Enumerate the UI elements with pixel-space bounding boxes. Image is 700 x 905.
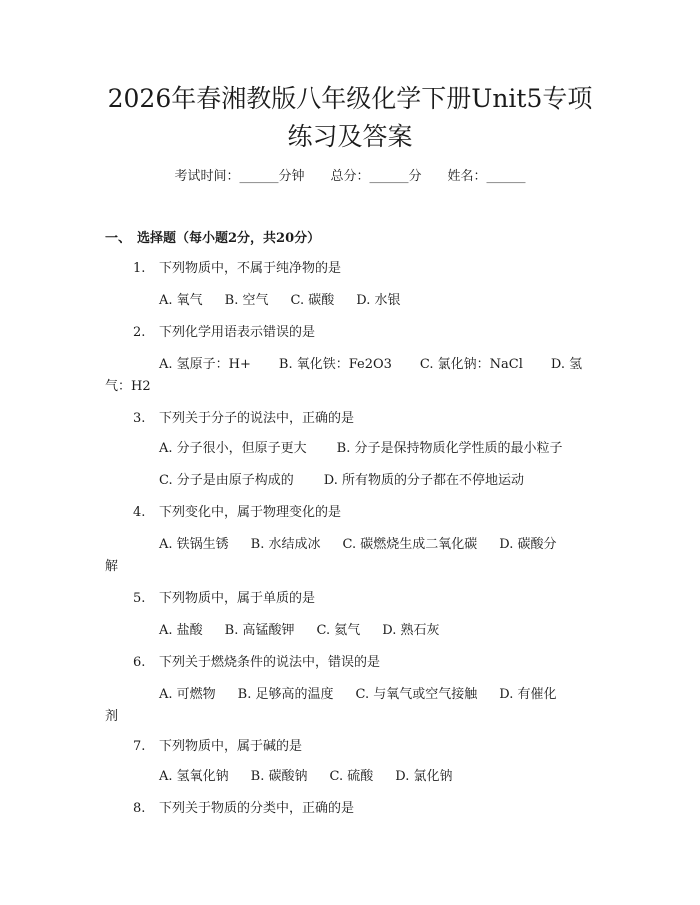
section-number: 一、	[105, 231, 132, 246]
option-c: C. 与氧气或空气接触	[355, 687, 478, 702]
question-text: 下列物质中，属于碱的是	[159, 739, 303, 754]
question-1	[133, 256, 341, 282]
question-1-options	[159, 288, 400, 314]
option-c: C. 氦气	[316, 623, 361, 638]
page-title	[60, 80, 640, 156]
question-7-options	[159, 764, 452, 790]
question-2-option-wrap: 气：H2	[105, 379, 151, 394]
question-3	[133, 406, 354, 432]
option-b: B. 足够高的温度	[237, 687, 334, 702]
option-c: C. 碳燃烧生成二氧化碳	[342, 537, 478, 552]
title-line-2: 练习及答案	[287, 122, 413, 151]
question-4	[133, 500, 341, 526]
option-d: D. 氯化钠	[395, 769, 453, 784]
option-b: B. 碳酸钠	[250, 769, 308, 784]
option-b: B. 氧化铁：Fe2O3	[278, 357, 392, 372]
question-number: 5.	[133, 591, 146, 606]
question-2-options	[159, 352, 582, 378]
question-6	[133, 650, 380, 676]
option-b: B. 空气	[224, 293, 269, 308]
option-c: C. 分子是由原子构成的	[159, 473, 294, 488]
option-a: A. 可燃物	[159, 687, 216, 702]
option-d: D. 熟石灰	[382, 623, 440, 638]
question-8	[133, 796, 354, 822]
option-a: A. 氢氧化钠	[159, 769, 229, 784]
question-5-options	[159, 618, 439, 644]
option-c: C. 硫酸	[329, 769, 374, 784]
exam-time-field: 考试时间：______分钟	[174, 169, 305, 184]
name-field: 姓名：______	[447, 169, 526, 184]
question-number: 7.	[133, 739, 146, 754]
option-a: A. 氧气	[159, 293, 203, 308]
question-number: 8.	[133, 801, 146, 816]
option-b: B. 分子是保持物质化学性质的最小粒子	[336, 441, 563, 456]
option-a: A. 盐酸	[159, 623, 203, 638]
question-text: 下列物质中，属于单质的是	[159, 591, 316, 606]
question-text: 下列关于分子的说法中，正确的是	[159, 411, 355, 426]
option-b: B. 水结成冰	[250, 537, 321, 552]
option-d: D. 所有物质的分子都在不停地运动	[323, 473, 524, 488]
question-5	[133, 586, 315, 612]
title-line-1: 2026年春湘教版八年级化学下册Unit5专项	[107, 84, 593, 113]
question-text: 下列化学用语表示错误的是	[159, 325, 316, 340]
option-a: A. 分子很小，但原子更大	[159, 441, 307, 456]
question-text: 下列变化中，属于物理变化的是	[159, 505, 342, 520]
option-c: C. 氯化钠：NaCl	[419, 357, 523, 372]
question-number: 3.	[133, 411, 146, 426]
option-d: D. 氢	[550, 357, 583, 372]
question-number: 6.	[133, 655, 146, 670]
question-3-options-row-2	[159, 468, 524, 494]
question-4-options	[159, 532, 556, 558]
option-a: A. 铁锅生锈	[159, 537, 229, 552]
question-6-option-wrap: 剂	[105, 709, 119, 724]
question-4-option-wrap: 解	[105, 559, 119, 574]
exam-meta	[0, 166, 700, 188]
option-b: B. 高锰酸钾	[224, 623, 295, 638]
question-3-options-row-1	[159, 436, 562, 462]
question-7	[133, 734, 302, 760]
section-title: 选择题（每小题2分，共20分）	[137, 231, 321, 246]
question-number: 1.	[133, 261, 146, 276]
question-text: 下列关于燃烧条件的说法中，错误的是	[159, 655, 381, 670]
option-d: D. 有催化	[499, 687, 557, 702]
section-heading	[105, 226, 320, 252]
option-a: A. 氢原子：H+	[159, 357, 251, 372]
question-text: 下列物质中，不属于纯净物的是	[159, 261, 342, 276]
question-number: 4.	[133, 505, 146, 520]
question-text: 下列关于物质的分类中，正确的是	[159, 801, 355, 816]
question-2	[133, 320, 315, 346]
option-d: D. 水银	[356, 293, 401, 308]
question-number: 2.	[133, 325, 146, 340]
option-c: C. 碳酸	[290, 293, 335, 308]
option-d: D. 碳酸分	[499, 537, 557, 552]
question-6-options	[159, 682, 556, 708]
total-score-field: 总分：______分	[330, 169, 422, 184]
